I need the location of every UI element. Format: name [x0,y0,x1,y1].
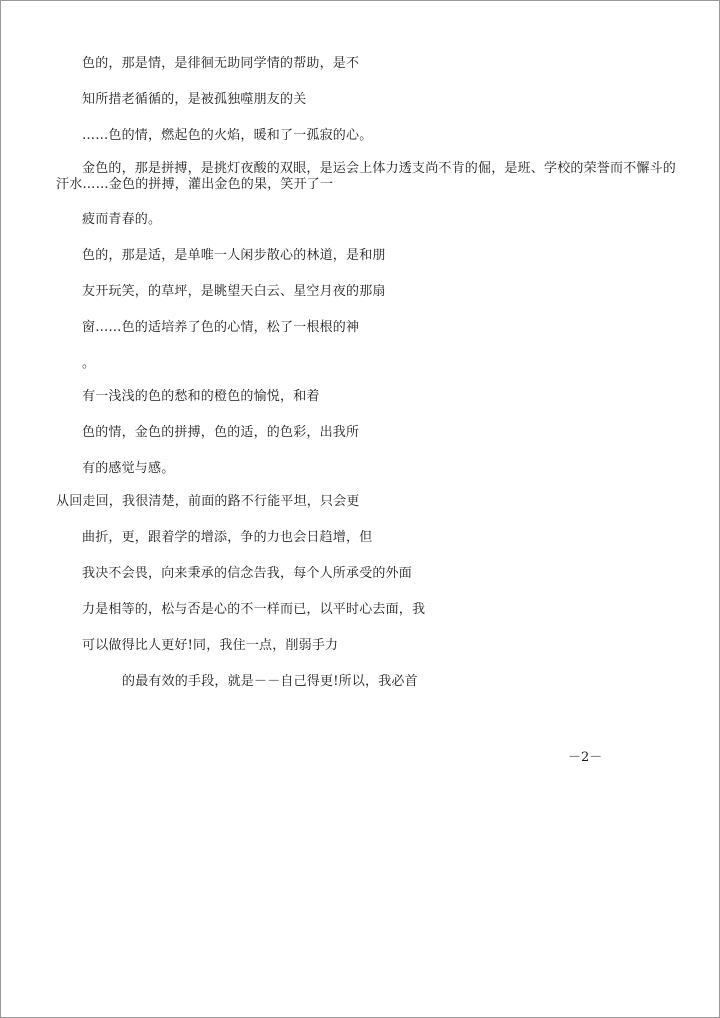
text-line-15: 我决不会畏，向来秉承的信念告我，每个人所承受的外面 [82,566,413,581]
text-line-3: ……色的情，燃起色的火焰，暖和了一孤寂的心。 [82,128,373,143]
text-line-10: 有一浅浅的色的愁和的橙色的愉悦，和着 [82,389,320,404]
text-paragraph-4: 金色的，那是拼搏，是挑灯夜酸的双眼，是运会上体力透支尚不肯的倔，是班、学校的荣誉而不懈斗的汗水……金色的拼搏，灌出金色的果，笑开了一 [56,161,677,192]
page-number: －2－ [568,750,603,765]
text-line-1: 色的，那是情，是徘徊无助同学情的帮助，是不 [82,56,360,71]
text-line-8: 窗……色的适培养了色的心情，松了一根根的神 [82,320,360,335]
text-line-11: 色的情，金色的拼搏，色的适，的色彩，出我所 [82,425,360,440]
text-line-2: 知所措老循循的，是被孤独噬朋友的关 [82,92,307,107]
text-line-7: 友开玩笑，的草坪，是眺望天白云、星空月夜的那扇 [82,284,386,299]
text-line-18: 的最有效的手段，就是－－自己得更!所以，我必首 [122,674,418,689]
text-line-13: 从回走回，我很清楚，前面的路不行能平坦，只会更 [56,494,360,509]
text-line-9: 。 [82,356,96,371]
text-line-16: 力是相等的，松与否是心的不一样而已，以平时心去面，我 [82,602,426,617]
text-line-12: 有的感觉与感。 [82,461,175,476]
text-line-6: 色的，那是适，是单唯一人闲步散心的林道，是和朋 [82,248,386,263]
text-line-17: 可以做得比人更好!同，我住一点，削弱手力 [82,638,339,653]
text-line-5: 疲而青春的。 [82,212,162,227]
text-line-14: 曲折，更，跟着学的增添，争的力也会日趋增，但 [82,530,373,545]
